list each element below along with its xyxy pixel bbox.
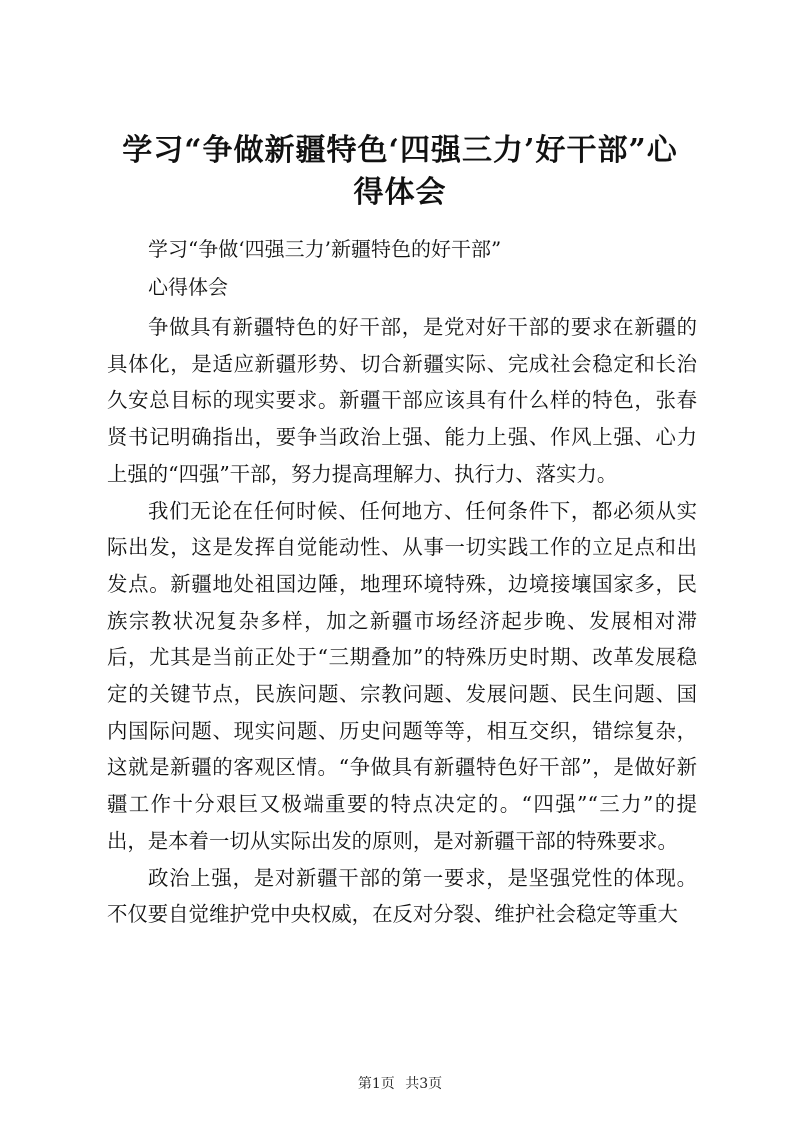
document-title: [100, 130, 700, 214]
page-number: 第1页: [357, 1076, 395, 1092]
page-footer: [0, 1075, 800, 1093]
title-line-2: 得体会: [353, 175, 447, 210]
subtitle: 学习“争做‘四强三力’新疆特色的好干部”: [148, 237, 502, 261]
subtitle-continued: 心得体会: [148, 275, 228, 299]
paragraph-3: 政治上强，是对新疆干部的第一要求，是坚强党性的体现。不仅要自觉维护党中央权威，在反对分裂、维护社会稳定等重大: [107, 865, 697, 927]
page-total: 共3页: [405, 1076, 443, 1092]
paragraph-1: 争做具有新疆特色的好干部，是党对好干部的要求在新疆的具体化，是适应新疆形势、切合新疆实际、完成社会稳定和长治久安总目标的现实要求。新疆干部应该具有什么样的特色，张春贤书记明确指出，要争当政治上强、能力上强、作风上强、心力上强的“四强”干部，努力提高理解力、执行力、落实力。: [107, 315, 697, 486]
body-text: [107, 309, 697, 933]
title-line-1: 学习“争做新疆特色‘四强三力’好干部”心: [122, 133, 678, 168]
paragraph-2: 我们无论在任何时候、任何地方、任何条件下，都必须从实际出发，这是发挥自觉能动性、从事一切实践工作的立足点和出发点。新疆地处祖国边陲，地理环境特殊，边境接壤国家多，民族宗教状况复杂多样，加之新疆市场经济起步晚、发展相对滞后，尤其是当前正处于“三期叠加”的特殊历史时期、改革发展稳定的关键节点，民族问题、宗教问题、发展问题、民生问题、国内国际问题、现实问题、历史问题等等，相互交织，错综复杂，这就是新疆的客观区情。“争做具有新疆特色好干部”，是做好新疆工作十分艰巨又极端重要的特点决定的。“四强”“三力”的提出，是本着一切从实际出发的原则，是对新疆干部的特殊要求。: [107, 498, 697, 853]
